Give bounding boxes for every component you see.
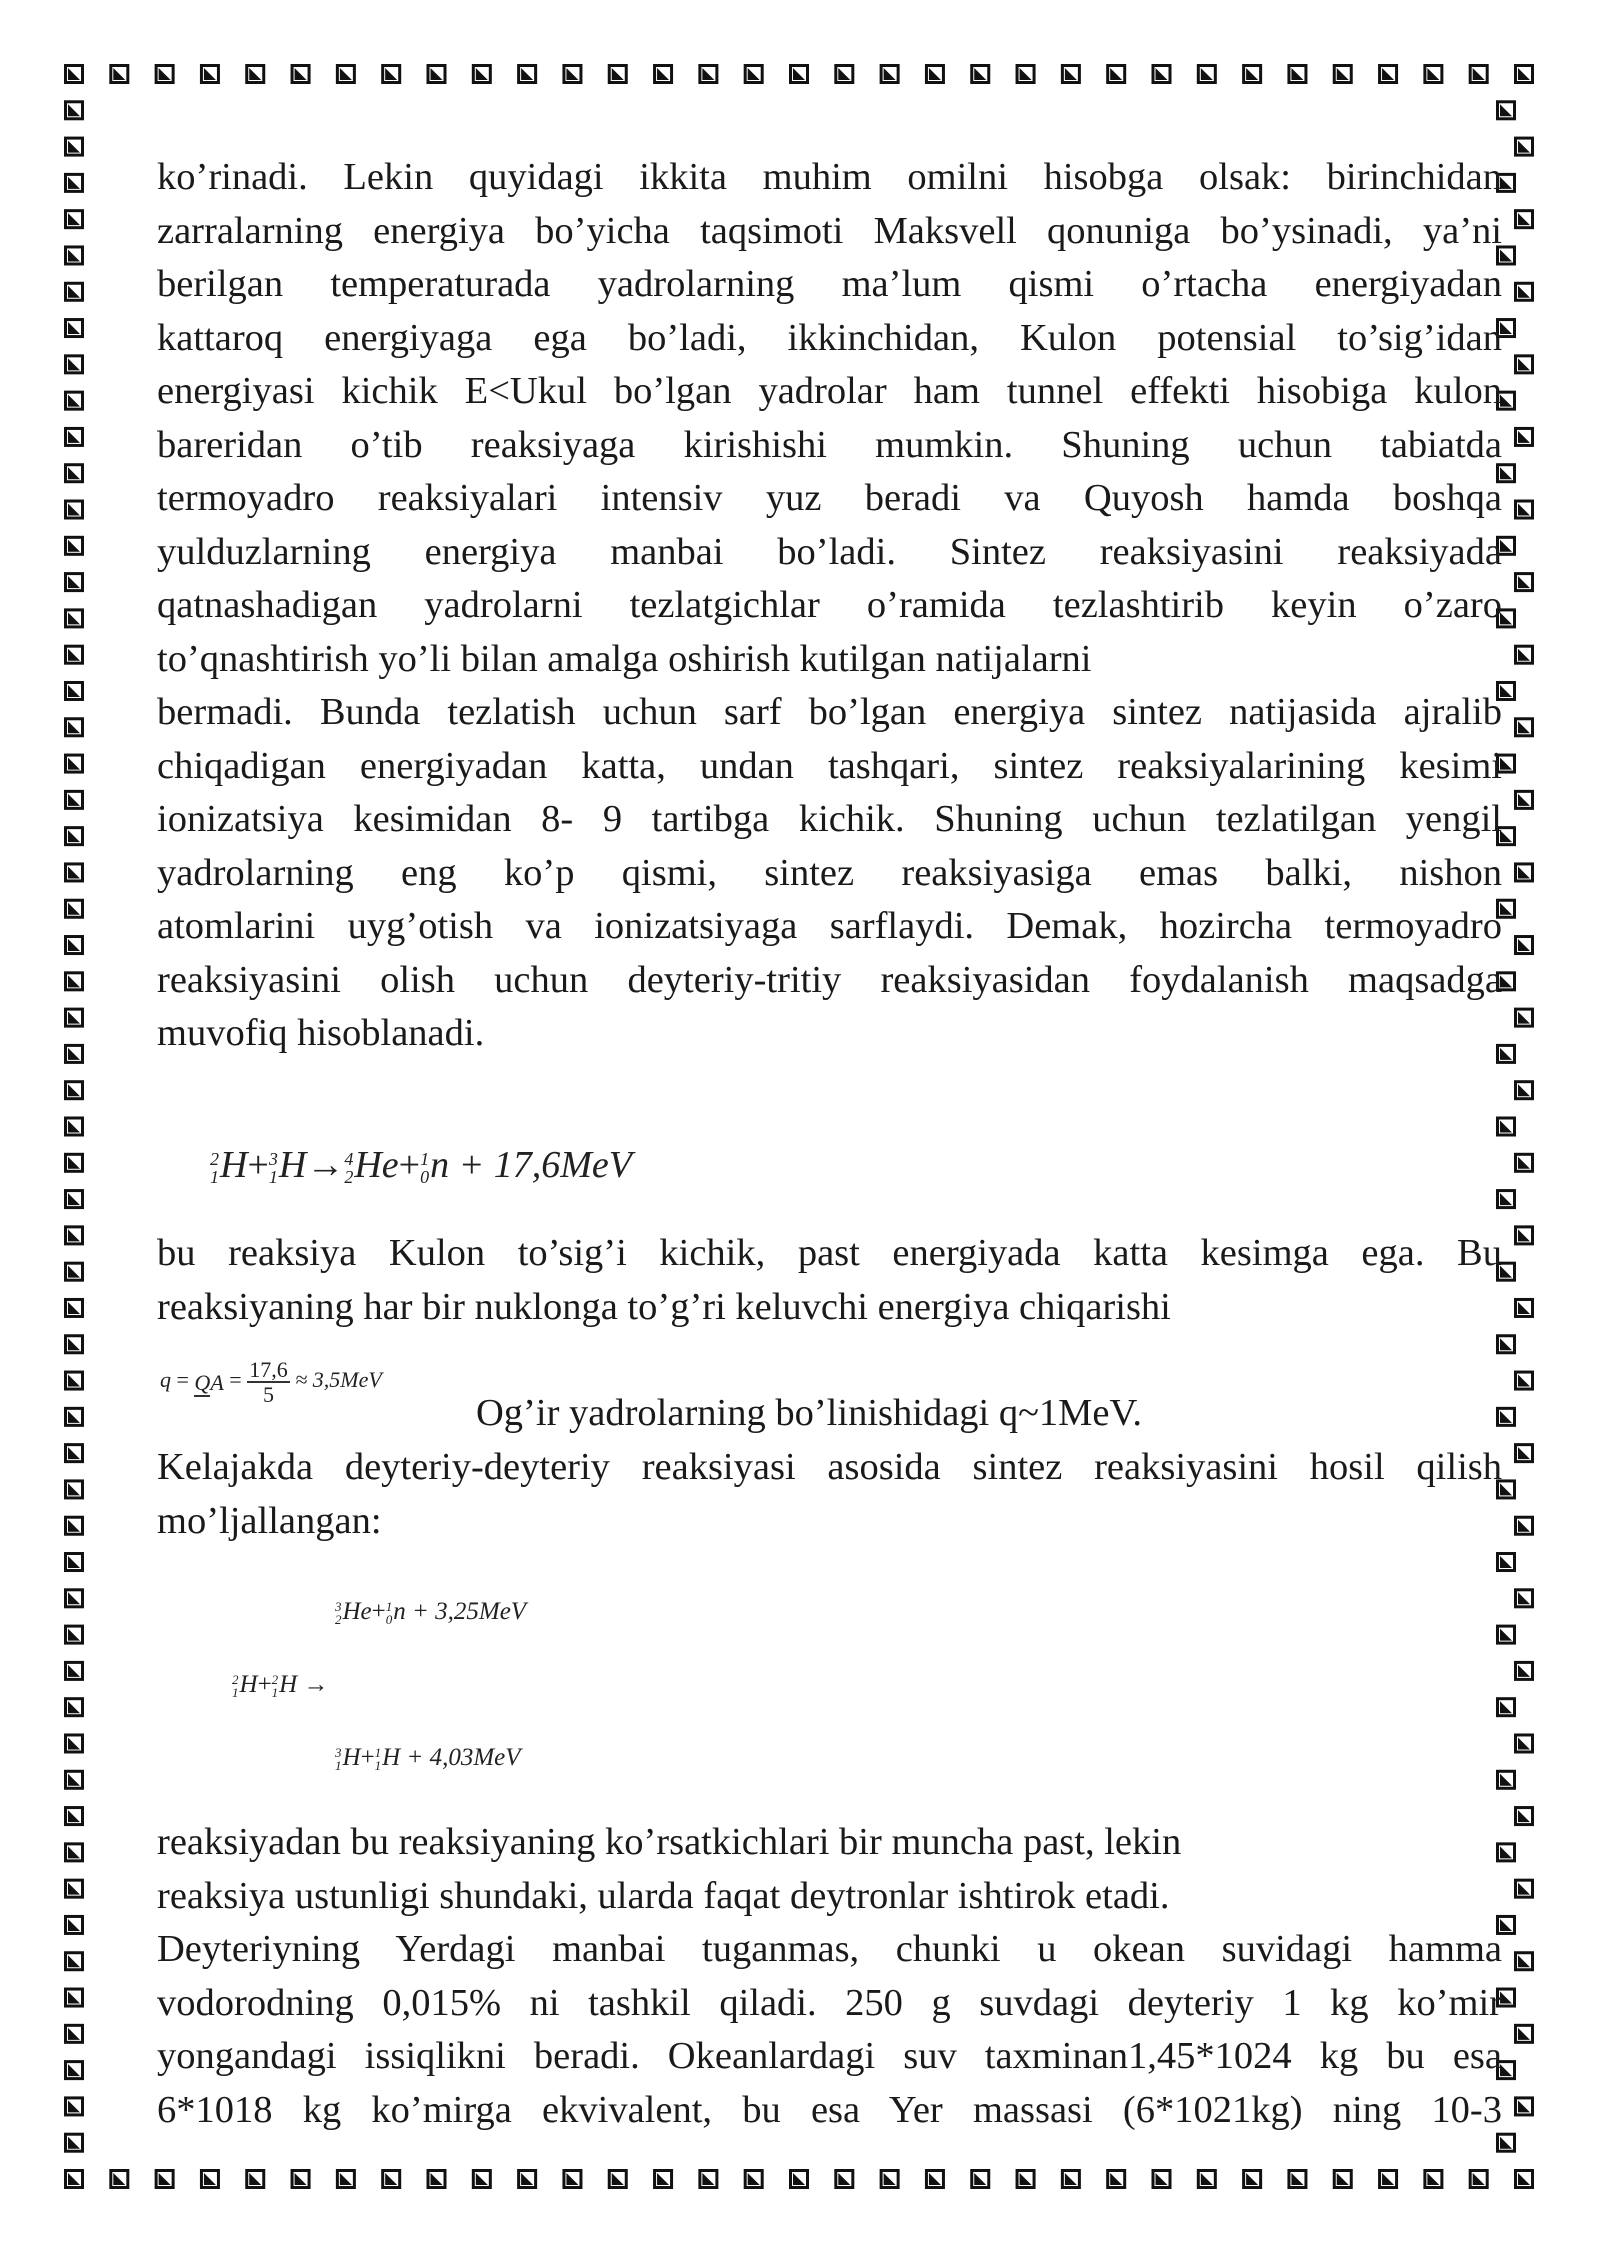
border-tile-icon — [66, 682, 83, 699]
border-tile-icon — [66, 646, 83, 663]
text-line: mo’ljallangan: — [157, 1499, 382, 1542]
border-tile-icon — [1516, 501, 1533, 518]
formula-energy-per-nucleon: q = QA = $\frac{17,6}{5}$ ≈ 3,5MeV — [160, 1357, 382, 1408]
border-tile-icon — [1516, 864, 1533, 881]
text-line: atomlarini uyg’otish va ionizatsiyaga sarflaydi. Demak, hozircha termoyadro — [157, 905, 1502, 947]
border-tile-icon — [66, 1735, 83, 1752]
border-tile-icon — [745, 2171, 762, 2188]
text-line: qatnashadigan yadrolarni tezlatgichlar o’ramida tezlashtirib keyin o’zaro — [157, 584, 1502, 626]
border-tile-icon — [428, 2171, 445, 2188]
border-tile-icon — [66, 1916, 83, 1933]
text-line: ko’rinadi. Lekin quyidagi ikkita muhim omilni hisobga olsak: birinchidan — [157, 156, 1502, 198]
border-tile-icon — [66, 1880, 83, 1897]
border-tile-icon — [66, 791, 83, 808]
border-tile-icon — [745, 66, 762, 83]
border-tile-icon — [1516, 1590, 1533, 1607]
border-tile-icon — [66, 1953, 83, 1970]
border-tile-icon — [66, 1445, 83, 1462]
text-line: 6*1018 kg ko’mirga ekvivalent, bu esa Yer massasi (6*1021kg) ning 10-3 — [157, 2088, 1502, 2131]
border-tile-icon — [66, 1662, 83, 1679]
text-line: yadrolarning eng ko’p qismi, sintez reaksiyasiga emas balki, nishon — [157, 851, 1502, 894]
border-tile-icon — [66, 719, 83, 736]
border-tile-icon — [1516, 1517, 1533, 1534]
border-tile-icon — [1062, 66, 1079, 83]
border-tile-icon — [1498, 1191, 1515, 1208]
border-tile-icon — [1516, 66, 1533, 83]
border-tile-icon — [66, 2134, 83, 2151]
border-tile-icon — [66, 1808, 83, 1825]
isotope-scripts: 2 1 — [232, 1672, 239, 1701]
border-tile-icon — [473, 66, 490, 83]
isotope-scripts: 3 2 — [335, 1599, 342, 1628]
border-tile-icon — [66, 1154, 83, 1171]
border-tile-icon — [66, 828, 83, 845]
border-tile-icon — [791, 2171, 808, 2188]
border-tile-icon — [1516, 1735, 1533, 1752]
border-tile-icon — [66, 1009, 83, 1026]
border-tile-icon — [1198, 2171, 1215, 2188]
border-tile-icon — [881, 2171, 898, 2188]
border-tile-icon — [1425, 2171, 1442, 2188]
border-tile-icon — [1516, 1299, 1533, 1316]
border-tile-icon — [1516, 574, 1533, 591]
border-tile-icon — [926, 2171, 943, 2188]
border-tile-icon — [1244, 66, 1261, 83]
border-tile-icon — [337, 66, 354, 83]
border-tile-icon — [66, 1481, 83, 1498]
border-tile-icon — [66, 1989, 83, 2006]
border-tile-icon — [1017, 66, 1034, 83]
border-tile-icon — [1516, 1662, 1533, 1679]
border-tile-icon — [66, 1590, 83, 1607]
border-tile-icon — [1153, 66, 1170, 83]
border-tile-icon — [66, 356, 83, 373]
border-tile-icon — [1244, 2171, 1261, 2188]
border-tile-icon — [66, 2098, 83, 2115]
border-tile-icon — [1153, 2171, 1170, 2188]
border-tile-icon — [1516, 1082, 1533, 1099]
border-tile-icon — [1470, 66, 1487, 83]
paragraph-intro — [157, 151, 1502, 1061]
border-tile-icon — [1017, 2171, 1034, 2188]
border-tile-icon — [247, 66, 264, 83]
text-line: Og’ir yadrolarning bo’linishidagi q~1MeV. — [476, 1392, 1142, 1434]
border-tile-icon — [66, 1517, 83, 1534]
border-tile-icon — [1516, 428, 1533, 445]
paragraph-coulomb — [157, 1227, 1502, 1334]
border-tile-icon — [1516, 1880, 1533, 1897]
border-tile-icon — [66, 283, 83, 300]
text-line: termoyadro reaksiyalari intensiv yuz beradi va Quyosh hamda boshqa — [157, 477, 1502, 519]
paragraph-deuterium-source — [157, 1816, 1502, 2137]
border-tile-icon — [972, 66, 989, 83]
border-tile-icon — [1498, 1336, 1515, 1353]
border-tile-icon — [473, 2171, 490, 2188]
border-tile-icon — [66, 1118, 83, 1135]
border-tile-icon — [881, 66, 898, 83]
q-inline-text — [476, 1387, 1506, 1441]
text-line: reaksiyaning har bir nuklonga to’g’ri keluvchi energiya chiqarishi — [157, 1285, 1171, 1328]
border-tile-icon — [1516, 2098, 1533, 2115]
text-line: muvofiq hisoblanadi. — [157, 1012, 485, 1054]
border-tile-icon — [66, 1227, 83, 1244]
border-tile-icon — [1516, 1154, 1533, 1171]
border-tile-icon — [1425, 66, 1442, 83]
border-tile-icon — [700, 2171, 717, 2188]
isotope-scripts: 1 1 — [374, 1745, 382, 1774]
border-tile-icon — [66, 864, 83, 881]
border-tile-icon — [1498, 1626, 1515, 1643]
border-tile-icon — [66, 66, 83, 83]
border-tile-icon — [66, 2171, 83, 2188]
border-tile-icon — [1516, 138, 1533, 155]
isotope-scripts: 2 1 — [210, 1149, 219, 1188]
border-tile-icon — [66, 320, 83, 337]
border-tile-icon — [1380, 2171, 1397, 2188]
border-tile-icon — [1334, 66, 1351, 83]
border-tile-icon — [836, 2171, 853, 2188]
border-tile-icon — [1516, 1445, 1533, 1462]
isotope-scripts: 3 1 — [268, 1149, 278, 1188]
border-tile-icon — [1498, 1699, 1515, 1716]
border-tile-icon — [1498, 1554, 1515, 1571]
text-line: energiyasi kichik E<Ukul bo’lgan yadrolar ham tunnel effekti hisobiga kulon — [157, 370, 1502, 412]
border-tile-icon — [836, 66, 853, 83]
border-tile-icon — [201, 66, 218, 83]
border-tile-icon — [201, 2171, 218, 2188]
border-tile-icon — [66, 1626, 83, 1643]
formula-dd-branch-tritium: 3 1 H+ 1 1 H + 4,03MeV — [335, 1744, 521, 1774]
border-tile-icon — [1498, 1771, 1515, 1788]
text-line: zarralarning energiya bo’yicha taqsimoti Maksvell qonuniga bo’ysinadi, ya’ni — [157, 209, 1502, 252]
text-line: Kelajakda deyteriy-deyteriy reaksiyasi asosida sintez reaksiyasini hosil qilish — [157, 1446, 1502, 1488]
isotope-scripts: 1 0 — [385, 1599, 393, 1628]
text-line: chiqadigan energiyadan katta, undan tashqari, sintez reaksiyalarining kesimi — [157, 744, 1502, 787]
border-tile-icon — [66, 1554, 83, 1571]
border-tile-icon — [1516, 1953, 1533, 1970]
border-tile-icon — [66, 900, 83, 917]
border-tile-icon — [66, 2062, 83, 2079]
border-tile-icon — [791, 66, 808, 83]
border-tile-icon — [1516, 211, 1533, 228]
fraction: $\frac{17,6}{5}$ — [249, 1357, 288, 1408]
border-tile-icon — [1516, 1372, 1533, 1389]
isotope-scripts: 1 0 — [420, 1149, 430, 1188]
border-tile-icon — [1470, 2171, 1487, 2188]
border-tile-icon — [1108, 2171, 1125, 2188]
border-tile-icon — [66, 937, 83, 954]
border-tile-icon — [1516, 646, 1533, 663]
border-tile-icon — [66, 574, 83, 591]
formula-deuterium-tritium: 2 1 H+ 3 1 H→ 4 2 He+ 1 0 n + 17,6MeV — [210, 1144, 632, 1188]
border-tile-icon — [1516, 937, 1533, 954]
border-tile-icon — [1516, 791, 1533, 808]
border-tile-icon — [66, 138, 83, 155]
border-tile-icon — [156, 2171, 173, 2188]
border-tile-icon — [66, 973, 83, 990]
border-tile-icon — [66, 1844, 83, 1861]
text-line: ionizatsiya kesimidan 8- 9 tartibga kichik. Shuning uchun tezlatilgan yengil — [157, 798, 1502, 840]
border-tile-icon — [1516, 1808, 1533, 1825]
border-tile-icon — [66, 1299, 83, 1316]
border-tile-icon — [292, 2171, 309, 2188]
border-tile-icon — [66, 102, 83, 119]
text-line: kattaroq energiyaga ega bo’ladi, ikkinchidan, Kulon potensial to’sig’idan — [157, 316, 1502, 359]
text-line: reaksiyadan bu reaksiyaning ko’rsatkichlari bir muncha past, lekin — [157, 1821, 1182, 1863]
border-tile-icon — [66, 610, 83, 627]
text-line: yulduzlarning energiya manbai bo’ladi. Sintez reaksiyasini reaksiyada — [157, 530, 1502, 573]
border-tile-icon — [66, 211, 83, 228]
text-line: reaksiyasini olish uchun deyteriy-tritiy reaksiyasidan foydalanish maqsadga — [157, 958, 1502, 1001]
border-tile-icon — [383, 2171, 400, 2188]
border-tile-icon — [1498, 1118, 1515, 1135]
border-tile-icon — [66, 1263, 83, 1280]
border-tile-icon — [972, 2171, 989, 2188]
border-tile-icon — [1198, 66, 1215, 83]
text-line: to’qnashtirish yo’li bilan amalga oshirish kutilgan natijalarni — [157, 637, 1092, 680]
border-tile-icon — [1516, 283, 1533, 300]
border-tile-icon — [1380, 66, 1397, 83]
formula-dd-branch-he3: 3 2 He+ 1 0 n + 3,25MeV — [335, 1598, 527, 1628]
border-tile-icon — [383, 66, 400, 83]
fraction: QA — [194, 1369, 224, 1395]
text-line: bermadi. Bunda tezlatish uchun sarf bo’lgan energiya sintez natijasida ajralib — [157, 691, 1502, 733]
border-tile-icon — [66, 1699, 83, 1716]
border-tile-icon — [66, 1372, 83, 1389]
border-tile-icon — [1516, 1227, 1533, 1244]
border-tile-icon — [66, 1045, 83, 1062]
border-tile-icon — [519, 2171, 536, 2188]
border-tile-icon — [66, 1191, 83, 1208]
border-tile-icon — [337, 2171, 354, 2188]
isotope-scripts: 3 1 — [335, 1745, 342, 1774]
border-tile-icon — [66, 537, 83, 554]
isotope-scripts: 2 1 — [271, 1672, 279, 1701]
text-line: vodorodning 0,015% ni tashkil qiladi. 250 g suvdagi deyteriy 1 kg ko’mir — [157, 1981, 1502, 2024]
border-tile-icon — [66, 755, 83, 772]
border-tile-icon — [66, 1336, 83, 1353]
text-line: yongandagi issiqlikni beradi. Okeanlardagi suv taxminan1,45*1024 kg bu esa — [157, 2035, 1502, 2077]
border-tile-icon — [609, 2171, 626, 2188]
border-tile-icon — [66, 247, 83, 264]
border-tile-icon — [428, 66, 445, 83]
border-tile-icon — [66, 428, 83, 445]
text-line: bu reaksiya Kulon to’sig’i kichik, past energiyada katta kesimga ega. Bu — [157, 1232, 1502, 1274]
border-tile-icon — [111, 66, 128, 83]
border-tile-icon — [700, 66, 717, 83]
border-tile-icon — [564, 66, 581, 83]
text-line: berilgan temperaturada yadrolarning ma’lum qismi o’rtacha energiyadan — [157, 263, 1502, 305]
border-tile-icon — [519, 66, 536, 83]
text-line: reaksiya ustunligi shundaki, ularda faqat deytronlar ishtirok etadi. — [157, 1874, 1170, 1917]
border-tile-icon — [292, 66, 309, 83]
border-tile-icon — [564, 2171, 581, 2188]
border-tile-icon — [1062, 2171, 1079, 2188]
text-line: Deyteriyning Yerdagi manbai tuganmas, chunki u okean suvidagi hamma — [157, 1928, 1502, 1970]
border-tile-icon — [66, 1082, 83, 1099]
border-tile-icon — [655, 2171, 672, 2188]
isotope-scripts: 4 2 — [344, 1149, 354, 1188]
border-tile-icon — [247, 2171, 264, 2188]
border-tile-icon — [66, 2025, 83, 2042]
border-tile-icon — [66, 501, 83, 518]
border-tile-icon — [66, 465, 83, 482]
border-tile-icon — [1108, 66, 1125, 83]
formula-dd-reactants: 2 1 H+ 2 1 H → — [232, 1671, 329, 1701]
border-tile-icon — [1516, 719, 1533, 736]
border-tile-icon — [926, 66, 943, 83]
border-tile-icon — [655, 66, 672, 83]
border-tile-icon — [609, 66, 626, 83]
border-tile-icon — [66, 174, 83, 191]
paragraph-dd-future — [157, 1441, 1502, 1548]
border-tile-icon — [1289, 66, 1306, 83]
border-tile-icon — [1516, 2171, 1533, 2188]
border-tile-icon — [1498, 102, 1515, 119]
border-tile-icon — [66, 1771, 83, 1788]
border-tile-icon — [1516, 356, 1533, 373]
border-tile-icon — [1516, 2025, 1533, 2042]
border-tile-icon — [1334, 2171, 1351, 2188]
border-tile-icon — [66, 392, 83, 409]
border-tile-icon — [1516, 1009, 1533, 1026]
border-tile-icon — [1289, 2171, 1306, 2188]
border-tile-icon — [66, 1408, 83, 1425]
border-tile-icon — [111, 2171, 128, 2188]
border-tile-icon — [156, 66, 173, 83]
text-line: bareridan o’tib reaksiyaga kirishishi mumkin. Shuning uchun tabiatda — [157, 423, 1502, 466]
